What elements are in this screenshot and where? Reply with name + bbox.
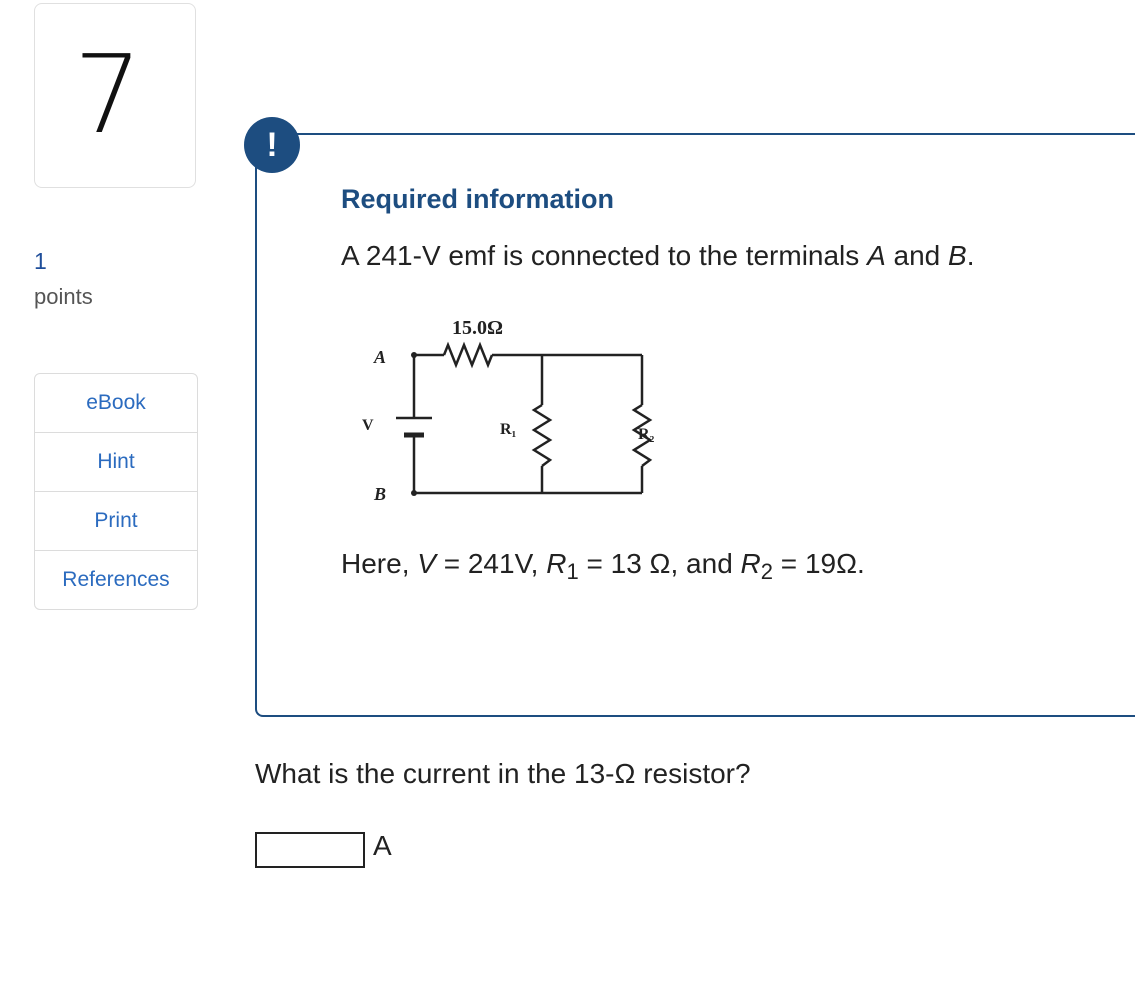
- node-b-label: B: [374, 484, 387, 504]
- r1-label: R₁: [500, 421, 517, 438]
- ebook-link[interactable]: eBook: [35, 374, 197, 433]
- r2-label: R₂: [638, 426, 655, 443]
- problem-intro: A 241-V emf is connected to the terminals A and B.: [341, 240, 975, 271]
- required-information-title: Required information: [341, 184, 615, 214]
- circuit-diagram: [352, 308, 655, 508]
- points-label: points: [34, 284, 93, 309]
- given-values: Here, V = 241V, $R_1 = 13$ Ω, and $R_2 = 19\Omega$.: [341, 548, 865, 584]
- source-v-label: V: [362, 417, 374, 434]
- resistor-15-label: 15.0Ω: [452, 317, 504, 339]
- answer-input[interactable]: [255, 832, 365, 868]
- references-link[interactable]: References: [62, 568, 170, 591]
- question-text: What is the current in the 13-Ω resistor?: [255, 758, 751, 789]
- question-number: 7: [73, 32, 143, 158]
- node-a-label: A: [374, 347, 387, 367]
- exclamation-icon: !: [244, 117, 300, 173]
- answer-unit: A: [373, 830, 392, 861]
- print-link[interactable]: Print: [35, 492, 197, 551]
- question-number-card: [34, 3, 196, 188]
- resource-links: [34, 373, 198, 610]
- hint-link[interactable]: Hint: [35, 433, 197, 492]
- points-value: 1: [34, 248, 47, 274]
